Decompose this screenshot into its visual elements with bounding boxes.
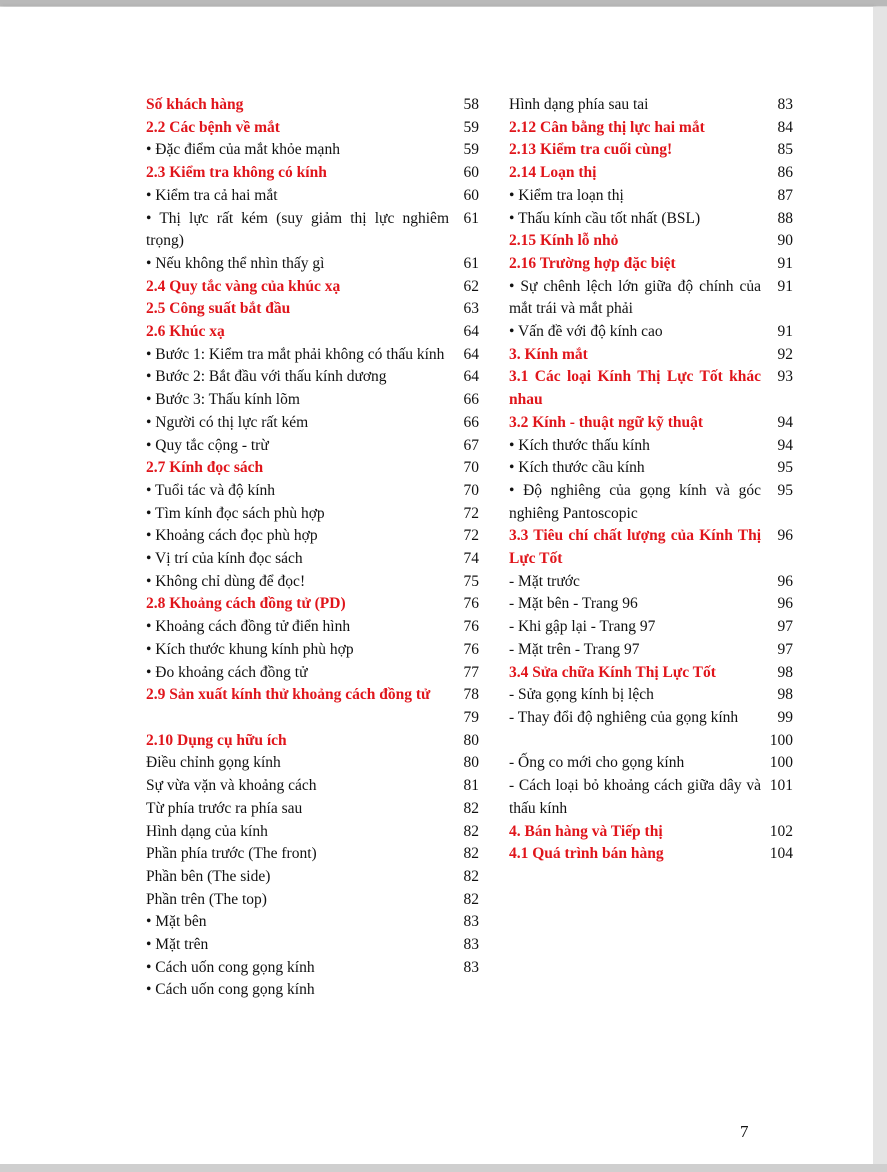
toc-entry-title: • Bước 3: Thấu kính lõm (146, 391, 300, 409)
toc-entry (146, 389, 479, 412)
toc-entry-page: 86 (777, 164, 793, 182)
toc-entry-title: 2.3 Kiểm tra không có kính (146, 164, 327, 182)
toc-entry-title: - Ống co mới cho gọng kính (509, 754, 685, 772)
toc-entry-title: 4.1 Quá trình bán hàng (509, 845, 664, 863)
toc-entry-title: • Quy tắc cộng - trừ (146, 436, 269, 454)
toc-entry (509, 321, 793, 344)
toc-entry-page: 60 (463, 164, 479, 182)
toc-entry-page: 95 (777, 481, 793, 499)
toc-entry-title: Sự vừa vặn và khoảng cách (146, 777, 317, 795)
toc-heading-entry (146, 117, 479, 140)
toc-entry-page: 67 (463, 436, 479, 454)
toc-entry-title: • Mặt trên (146, 936, 209, 954)
toc-entry-page: 91 (777, 323, 793, 341)
toc-entry (146, 821, 479, 844)
toc-entry-title: 2.12 Cân bằng thị lực hai mắt (509, 118, 705, 136)
toc-entry-title: 2.16 Trường hợp đặc biệt (509, 254, 676, 272)
toc-entry-title: 2.14 Loạn thị (509, 164, 597, 182)
toc-entry-title: 2.5 Công suất bắt đầu (146, 300, 291, 318)
toc-entry-page: 96 (777, 527, 793, 545)
toc-heading-entry (146, 298, 479, 321)
toc-entry-title: 2.4 Quy tắc vàng của khúc xạ (146, 277, 341, 295)
toc-entry-page: 88 (777, 209, 793, 227)
toc-entry-page: 70 (463, 481, 479, 499)
toc-entry-page: 97 (777, 618, 793, 636)
toc-right-column (509, 94, 793, 866)
toc-entry (146, 185, 479, 208)
toc-heading-entry (509, 230, 793, 253)
toc-entry-page: 81 (463, 777, 479, 795)
toc-entry-title: - Mặt trên - Trang 97 (509, 640, 640, 658)
toc-heading-entry (509, 843, 793, 866)
toc-entry (146, 866, 479, 889)
toc-entry-page: 72 (463, 527, 479, 545)
toc-entry (509, 208, 793, 231)
toc-entry-page: 61 (463, 254, 479, 272)
toc-heading-entry (509, 344, 793, 367)
toc-entry (146, 571, 479, 594)
toc-heading-entry (509, 821, 793, 844)
toc-entry-title: 2.9 Sản xuất kính thử khoảng cách đồng tử (146, 686, 431, 704)
toc-entry-page: 94 (777, 413, 793, 431)
toc-entry-title: - Cách loại bỏ khoảng cách giữa dây và thấu kính (509, 777, 761, 817)
toc-entry-page: 91 (777, 277, 793, 295)
toc-entry (146, 934, 479, 957)
toc-entry-title: • Bước 2: Bắt đầu với thấu kính dương (146, 368, 387, 386)
toc-entry-title: - Sửa gọng kính bị lệch (509, 686, 654, 704)
toc-entry-title: • Kiểm tra cả hai mắt (146, 186, 278, 204)
toc-entry-page: 83 (463, 936, 479, 954)
toc-entry-page: 59 (463, 141, 479, 159)
toc-entry (146, 911, 479, 934)
toc-entry-title: 2.10 Dụng cụ hữu ích (146, 731, 287, 749)
toc-heading-entry (146, 276, 479, 299)
toc-entry-page: 76 (463, 618, 479, 636)
toc-entry-title: 2.7 Kính đọc sách (146, 459, 264, 477)
toc-heading-entry (146, 162, 479, 185)
toc-entry-title: • Đo khoảng cách đồng tử (146, 663, 308, 681)
toc-entry-title: - Khi gập lại - Trang 97 (509, 618, 656, 636)
toc-entry-title: 3. Kính mắt (509, 345, 588, 363)
toc-entry (146, 366, 479, 389)
toc-entry-title: - Mặt bên - Trang 96 (509, 595, 638, 613)
toc-entry-page: 90 (777, 232, 793, 250)
toc-entry-title: 3.1 Các loại Kính Thị Lực Tốt khác nhau (509, 368, 761, 409)
toc-entry-page: 60 (463, 186, 479, 204)
toc-entry-title: 3.4 Sửa chữa Kính Thị Lực Tốt (509, 663, 716, 681)
toc-entry-title: 2.8 Khoảng cách đồng tử (PD) (146, 595, 346, 613)
toc-entry-title: Từ phía trước ra phía sau (146, 799, 303, 817)
toc-entry (509, 571, 793, 594)
toc-entry-page: 66 (463, 413, 479, 431)
toc-entry-title: • Thấu kính cầu tốt nhất (BSL) (509, 209, 701, 227)
toc-entry-page: 94 (777, 436, 793, 454)
toc-entry (509, 185, 793, 208)
toc-entry (146, 979, 479, 1002)
toc-entry-page: 101 (769, 777, 793, 795)
document-page (0, 7, 873, 1164)
toc-entry (509, 94, 793, 117)
toc-entry-page: 63 (463, 300, 479, 318)
toc-entry-title: Hình dạng phía sau tai (509, 96, 649, 113)
toc-entry (509, 639, 793, 662)
toc-entry-page: 82 (463, 845, 479, 863)
toc-heading-entry (146, 684, 479, 729)
toc-entry-page: 59 (463, 118, 479, 136)
toc-entry-title: • Bước 1: Kiểm tra mắt phải không có thấu kính (146, 345, 445, 363)
toc-entry-page: 85 (777, 141, 793, 159)
toc-entry-title: 2.15 Kính lỗ nhỏ (509, 232, 619, 250)
toc-entry-page: 93 (777, 368, 793, 386)
toc-heading-entry (146, 730, 479, 753)
toc-entry-page: 76 (463, 640, 479, 658)
toc-entry-title: • Vị trí của kính đọc sách (146, 550, 303, 568)
toc-entry-title: 4. Bán hàng và Tiếp thị (509, 822, 663, 840)
toc-entry-page: 61 (463, 209, 479, 227)
toc-entry-title: • Không chỉ dùng để đọc! (146, 572, 306, 590)
toc-entry (146, 957, 479, 980)
toc-entry (146, 798, 479, 821)
toc-entry (146, 344, 479, 367)
toc-entry-page: 80 (463, 731, 479, 749)
toc-entry-page: 70 (463, 459, 479, 477)
toc-entry-page: 84 (777, 118, 793, 136)
toc-heading-entry (146, 321, 479, 344)
toc-entry-page: 64 (463, 345, 479, 363)
toc-entry-page: 62 (463, 277, 479, 295)
toc-entry-page: 91 (777, 254, 793, 272)
toc-entry (146, 752, 479, 775)
toc-entry-page: 82 (463, 867, 479, 885)
toc-entry (509, 276, 793, 321)
toc-entry-page: 102 (769, 822, 793, 840)
toc-entry-page: 100 (769, 754, 793, 772)
toc-heading-entry (509, 117, 793, 140)
toc-entry (509, 457, 793, 480)
toc-entry-title: 2.13 Kiểm tra cuối cùng! (509, 141, 673, 159)
toc-entry (146, 253, 479, 276)
toc-entry-title: 3.3 Tiêu chí chất lượng của Kính Thị Lực Tốt (509, 527, 761, 568)
toc-entry (146, 775, 479, 798)
toc-entry-title: • Tìm kính đọc sách phù hợp (146, 504, 325, 522)
toc-entry-title: • Khoảng cách đọc phù hợp (146, 527, 318, 545)
toc-entry (509, 593, 793, 616)
toc-heading-entry (509, 662, 793, 685)
toc-entry (146, 662, 479, 685)
toc-entry-title: Số khách hàng (146, 96, 244, 113)
toc-entry-page: 82 (463, 890, 479, 908)
toc-entry-page: 104 (769, 845, 793, 863)
toc-entry (509, 752, 793, 775)
toc-entry-title: - Mặt trước (509, 572, 580, 590)
toc-entry-title: • Cách uốn cong gọng kính (146, 981, 315, 999)
toc-entry (146, 503, 479, 526)
toc-entry-title: Hình dạng của kính (146, 822, 268, 840)
toc-entry-page: 96 (777, 572, 793, 590)
toc-entry-title: • Kiểm tra loạn thị (509, 186, 624, 204)
toc-entry-page: 80 (463, 754, 479, 772)
toc-entry-title: 3.2 Kính - thuật ngữ kỹ thuật (509, 413, 704, 431)
toc-entry-page: 97 (777, 640, 793, 658)
toc-entry (509, 616, 793, 639)
toc-entry-page: 64 (463, 368, 479, 386)
toc-entry (146, 548, 479, 571)
toc-entry (509, 480, 793, 525)
toc-entry (146, 843, 479, 866)
toc-entry-page: 83 (463, 913, 479, 931)
toc-heading-entry (146, 94, 479, 117)
toc-entry-title: • Kích thước thấu kính (509, 436, 650, 454)
toc-entry-page: 82 (463, 799, 479, 817)
toc-left-column (146, 94, 479, 1002)
toc-entry-title: • Kích thước cầu kính (509, 459, 645, 477)
toc-entry-title: • Mặt bên (146, 913, 207, 931)
toc-entry-page: 82 (463, 822, 479, 840)
toc-entry (509, 684, 793, 707)
toc-entry (509, 707, 793, 752)
toc-heading-entry (509, 162, 793, 185)
toc-entry-title: 2.2 Các bệnh về mắt (146, 118, 280, 136)
toc-heading-entry (509, 412, 793, 435)
toc-entry-page: 95 (777, 459, 793, 477)
toc-entry-title: • Đặc điểm của mắt khỏe mạnh (146, 141, 340, 159)
toc-entry-title: - Thay đổi độ nghiêng của gọng kính (509, 708, 739, 726)
toc-entry (146, 525, 479, 548)
toc-entry-page: 64 (463, 323, 479, 341)
toc-entry-title: • Người có thị lực rất kém (146, 413, 309, 431)
toc-entry-page: 76 (463, 595, 479, 613)
toc-heading-entry (146, 457, 479, 480)
toc-entry-title: Phần phía trước (The front) (146, 845, 317, 863)
toc-entry (146, 139, 479, 162)
toc-entry-title: • Khoảng cách đồng tử điển hình (146, 618, 351, 636)
toc-entry (146, 480, 479, 503)
toc-entry-page: 87 (777, 186, 793, 204)
toc-heading-entry (509, 525, 793, 570)
toc-entry-page: 78 79 (463, 686, 479, 726)
toc-entry-title: • Kích thước khung kính phù hợp (146, 640, 354, 658)
toc-entry-title: • Nếu không thể nhìn thấy gì (146, 254, 325, 272)
toc-entry (146, 616, 479, 639)
toc-entry-title: 2.6 Khúc xạ (146, 323, 225, 341)
toc-entry-title: Phần trên (The top) (146, 890, 267, 908)
toc-entry (146, 412, 479, 435)
viewer-right-edge (873, 7, 887, 1164)
toc-entry (146, 208, 479, 253)
toc-heading-entry (146, 593, 479, 616)
toc-entry (146, 435, 479, 458)
toc-entry-page: 72 (463, 504, 479, 522)
toc-entry-page: 83 (777, 96, 793, 113)
toc-entry-title: • Cách uốn cong gọng kính (146, 958, 315, 976)
toc-entry (146, 639, 479, 662)
toc-entry-title: • Thị lực rất kém (suy giảm thị lực nghiêm trọng) (146, 209, 449, 250)
toc-entry-title: Phần bên (The side) (146, 867, 271, 885)
toc-heading-entry (509, 139, 793, 162)
toc-entry-title: • Vấn đề với độ kính cao (509, 323, 663, 341)
toc-entry-title: • Độ nghiêng của gọng kính và góc nghiêng Pantoscopic (509, 481, 761, 522)
toc-entry-page: 58 (463, 96, 479, 113)
toc-entry-page: 66 (463, 391, 479, 409)
toc-entry-title: • Tuổi tác và độ kính (146, 481, 276, 499)
toc-entry-page: 92 (777, 345, 793, 363)
toc-entry-page: 83 (463, 958, 479, 976)
toc-entry-page: 75 (463, 572, 479, 590)
toc-entry-page: 77 (463, 663, 479, 681)
toc-entry-page: 98 (777, 686, 793, 704)
page-number: 7 (740, 1122, 749, 1141)
toc-heading-entry (509, 366, 793, 411)
toc-entry-page: 74 (463, 550, 479, 568)
toc-entry-title: Điều chỉnh gọng kính (146, 754, 281, 772)
viewer-bottom-bar (0, 1164, 887, 1172)
toc-entry (509, 435, 793, 458)
toc-entry (146, 889, 479, 912)
toc-entry-page: 99 100 (769, 708, 793, 749)
toc-entry-page: 96 (777, 595, 793, 613)
toc-heading-entry (509, 253, 793, 276)
toc-entry-page: 98 (777, 663, 793, 681)
toc-entry (509, 775, 793, 820)
toc-entry-title: • Sự chênh lệch lớn giữa độ chính của mắt trái và mắt phải (509, 277, 761, 318)
